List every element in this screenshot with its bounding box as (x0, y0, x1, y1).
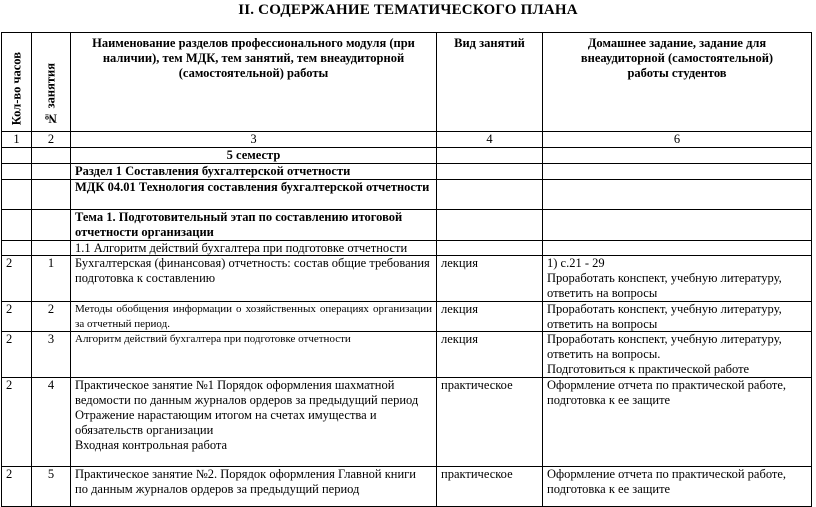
homework-cell: 1) с.21 - 29 Проработать конспект, учебную литературу, ответить на вопросы (543, 256, 812, 301)
topic-row (2, 210, 812, 241)
topic-title: Тема 1. Подготовительный этап по составлению итоговой отчетности организации (71, 210, 437, 241)
lesson-no-cell: 2 (32, 301, 71, 332)
section-row (2, 164, 812, 180)
col-number: 6 (543, 132, 812, 148)
lesson-type-cell: практическое (437, 378, 543, 467)
semester-row (2, 148, 812, 164)
header-hours (2, 33, 32, 132)
header-sections: Наименование разделов профессионального модуля (при наличии), тем МДК, тем занятий, тем внеаудиторной (самостоятельной) работы (71, 33, 437, 132)
header-row (2, 33, 812, 132)
page-title: II. СОДЕРЖАНИЕ ТЕМАТИЧЕСКОГО ПЛАНА (238, 2, 578, 18)
hours-cell: 2 (2, 467, 32, 507)
lesson-text-cell: Методы обобщения информации о хозяйственных операциях организации за отчетный период. (71, 301, 437, 332)
mdk-title: МДК 04.01 Технология составления бухгалтерской отчетности (71, 180, 437, 210)
lesson-no-cell: 1 (32, 256, 71, 301)
header-type: Вид занятий (437, 33, 543, 132)
table-row (2, 301, 812, 332)
subtopic-title: 1.1 Алгоритм действий бухгалтера при подготовке отчетности (71, 240, 437, 256)
table-row (2, 256, 812, 301)
lesson-text-cell: Алгоритм действий бухгалтера при подготовке отчетности (71, 332, 437, 378)
subtopic-row (2, 240, 812, 256)
lesson-text-cell: Практическое занятие №2. Порядок оформления Главной книги по данным журналов ордеров за предыдущий период (71, 467, 437, 507)
lesson-type-cell: лекция (437, 332, 543, 378)
lesson-text-cell: Практическое занятие №1 Порядок оформления шахматной ведомости по данным журналов ордеров за предыдущий период Отражение нарастающим итогом на счетах имущества и обязательств организации Входная контрольная работа (71, 378, 437, 467)
lesson-no-cell: 3 (32, 332, 71, 378)
col-number: 3 (71, 132, 437, 148)
lesson-type-cell: лекция (437, 256, 543, 301)
col-number: 2 (32, 132, 71, 148)
section-title: Раздел 1 Составления бухгалтерской отчетности (71, 164, 437, 180)
col-number: 4 (437, 132, 543, 148)
homework-cell: Оформление отчета по практической работе, подготовка к ее защите (543, 467, 812, 507)
header-homework: Домашнее задание, задание для внеаудиторной (самостоятельной) работы студентов (543, 33, 812, 132)
homework-cell: Оформление отчета по практической работе, подготовка к ее защите (543, 378, 812, 467)
table-row (2, 467, 812, 507)
thematic-plan-table (1, 32, 812, 507)
header-lesson-no (32, 33, 71, 132)
homework-cell: Проработать конспект, учебную литературу, ответить на вопросы (543, 301, 812, 332)
lesson-no-cell: 5 (32, 467, 71, 507)
table-row (2, 332, 812, 378)
header-lesson-no-label: № занятия (43, 62, 58, 125)
hours-cell: 2 (2, 256, 32, 301)
mdk-row (2, 180, 812, 210)
homework-cell: Проработать конспект, учебную литературу, ответить на вопросы. Подготовиться к практической работе (543, 332, 812, 378)
lesson-text-cell: Бухгалтерская (финансовая) отчетность: состав общие требования подготовка к составлению (71, 256, 437, 301)
semester-label: 5 семестр (71, 148, 437, 164)
hours-cell: 2 (2, 332, 32, 378)
col-number: 1 (2, 132, 32, 148)
lesson-type-cell: лекция (437, 301, 543, 332)
hours-cell: 2 (2, 378, 32, 467)
lesson-type-cell: практическое (437, 467, 543, 507)
table-row (2, 378, 812, 467)
header-hours-label: Кол-во часов (9, 51, 24, 125)
lesson-no-cell: 4 (32, 378, 71, 467)
column-numbers-row (2, 132, 812, 148)
hours-cell: 2 (2, 301, 32, 332)
